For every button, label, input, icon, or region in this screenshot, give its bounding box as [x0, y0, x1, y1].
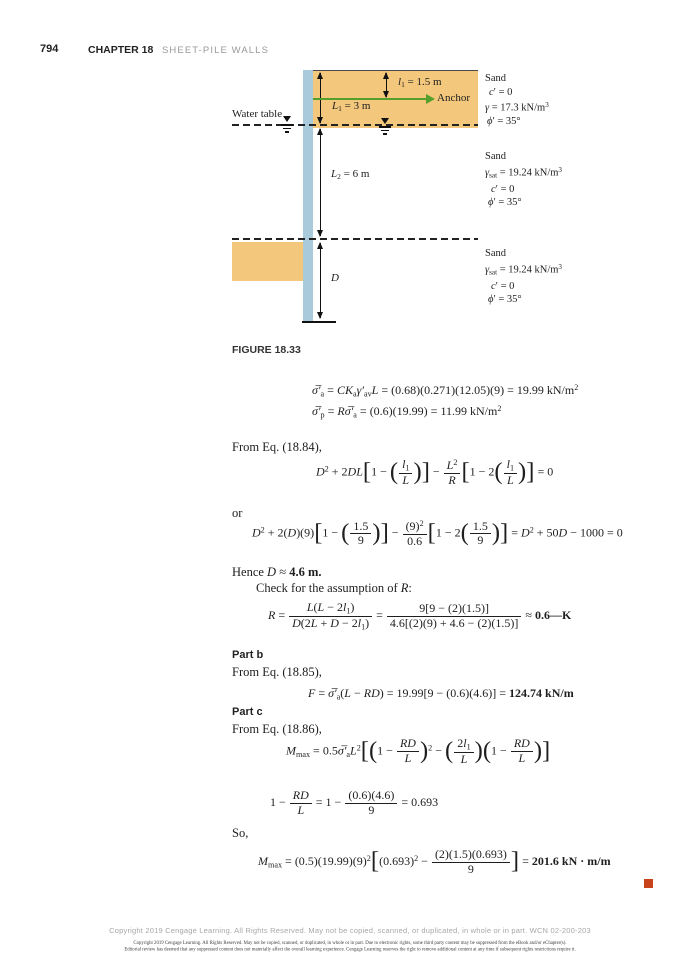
hence-result-text: Hence D ≈ 4.6 m.	[232, 565, 322, 579]
dimension-arrow-l1	[386, 73, 387, 97]
or-text: or	[232, 506, 243, 520]
soil-prop: c′ = 0	[491, 183, 515, 195]
footer-legal-line: Editorial review has deemed that any suppressed content does not materially affect the overall learning experience. Cengage Learning reserves the right to remove additional content at any time if subsequent rights restrictions require it.	[124, 947, 576, 952]
chapter-title: SHEET-PILE WALLS	[162, 44, 270, 56]
equation-Mmax-formula: $M_{max}$ = $0.5\sigma̅'_aL^2[(1$ − $\frac{RD}{L}$ )$^2$ − ( $\frac{2l_1}{L}$ )(1 − $\frac{RD}{L}$ )]	[286, 736, 551, 766]
soil-title: Sand	[485, 73, 506, 84]
dimension-arrow-L2	[320, 129, 321, 236]
soil-title: Sand	[485, 248, 506, 259]
footer-legal-line: Copyright 2019 Cengage Learning. All Rights Reserved. May not be copied, scanned, or duplicated, in whole or in part. Due to electronic rights, some third party content may be suppressed from the eBook and/or eChapter(s).	[133, 940, 567, 946]
footer-copyright-line: Copyright 2019 Cengage Learning. All Rights Reserved. May not be copied, scanned, or duplicated, in whole or in part. WCN 02-200-203	[109, 926, 591, 935]
equation-ratio: 1 − $\frac{RD}{L}$ = 1 − $\frac{(0.6)(4.6)}{9}$ = 0.693	[270, 788, 439, 817]
anchor-label: Anchor	[437, 92, 470, 104]
end-of-example-marker	[644, 879, 653, 888]
footer-legal-block	[70, 940, 630, 953]
water-table-icon	[378, 118, 392, 135]
figure-caption: FIGURE 18.33	[232, 344, 301, 356]
dimension-arrow-D	[320, 243, 321, 318]
soil-prop: c′ = 0	[489, 86, 513, 98]
D-dimension-label: D	[331, 272, 339, 284]
equation-D-general: $D^2 + 2DL[1$ − ( $\frac{l_1}{L}$ )] − $\frac{L^2}{R}$ [1 − 2( $\frac{l_1}{L}$ )] = 0	[316, 457, 554, 487]
equation-R-check: R = $\frac{L(L - 2l_1)}{D(2L + D - 2l_1)}$ = $\frac{9[9 - (2)(1.5)]}{4.6[(2)(9) + 4.6 - (2)(1.5)]}$ ≈ 0.6—K	[268, 600, 572, 631]
soil-properties-top	[485, 72, 549, 129]
l1-dimension-label: $l_1 = 1.5$ m	[398, 76, 442, 90]
soil-properties-bottom	[485, 247, 562, 307]
equation-Mmax-value: $M_{max} = (0.5)(19.99)(9)^2[(0.693)^2$ − $\frac{(2)(1.5)(0.693)}{9}$ ] = 201.6 kN · m/m	[258, 847, 611, 876]
part-b-heading: Part b	[232, 649, 264, 661]
dredge-line	[232, 238, 478, 240]
L2-dimension-label: $L_2 = 6$ m	[331, 168, 370, 182]
soil-properties-middle	[485, 150, 562, 210]
soil-prop: c′ = 0	[491, 280, 515, 292]
page-number: 794	[40, 43, 59, 55]
soil-prop: $\gamma_{sat} = 19.24$ $kN/m^3$	[485, 262, 562, 277]
figure-18-33	[0, 0, 700, 370]
equation-F: $F = \sigma̅'_a(L - RD) = 19.99[9 - (0.6)(4.6)] = 124.74$ kN/m	[308, 686, 574, 702]
sheet-pile-wall	[303, 70, 313, 323]
chapter-label: CHAPTER 18	[88, 43, 154, 56]
equation-sigma-a: $\sigma̅'_a = CK_a\gamma'_{av}L = (0.68)(0.271)(12.05)(9) = 19.99$ $kN/m^2$	[312, 383, 579, 399]
anchor-arrowhead-icon	[426, 94, 435, 104]
sand-block-left	[232, 242, 303, 281]
soil-prop: $\gamma_{sat} = 19.24$ $kN/m^3$	[485, 165, 562, 180]
soil-title: Sand	[485, 151, 506, 162]
soil-prop: ϕ′ = 35°	[488, 197, 522, 209]
water-table-label: Water table	[232, 108, 283, 120]
equation-D-numeric: $D^2 + 2(D)(9)[1$ − ( $\frac{1.5}{9}$ )] − $\frac{(9)^2}{0.6}$ [1 − 2( $\frac{1.5}{9}$ )] = $D^2 + 50D - 1000 = 0$	[252, 518, 623, 548]
soil-prop: ϕ′ = 35°	[488, 294, 522, 306]
so-text: So,	[232, 826, 249, 840]
L1-dimension-label: $L_1 = 3$ m	[332, 100, 371, 114]
from-eq-1885-text: From Eq. (18.85),	[232, 665, 322, 679]
check-assumption-text: Check for the assumption of R:	[256, 581, 412, 595]
from-eq-1886-text: From Eq. (18.86),	[232, 722, 322, 736]
equation-sigma-p: $\sigma̅'_p$ = $R\sigma̅'_a = (0.6)(19.99) = 11.99$ $kN/m^2$	[312, 404, 502, 420]
pile-tip-line	[302, 321, 336, 323]
soil-prop: γ = 17.3 $kN/m^3$	[485, 101, 549, 114]
from-eq-1884-text: From Eq. (18.84),	[232, 440, 322, 454]
soil-prop: ϕ′ = 35°	[487, 116, 521, 128]
part-c-heading: Part c	[232, 706, 263, 718]
water-table-line	[232, 124, 478, 126]
